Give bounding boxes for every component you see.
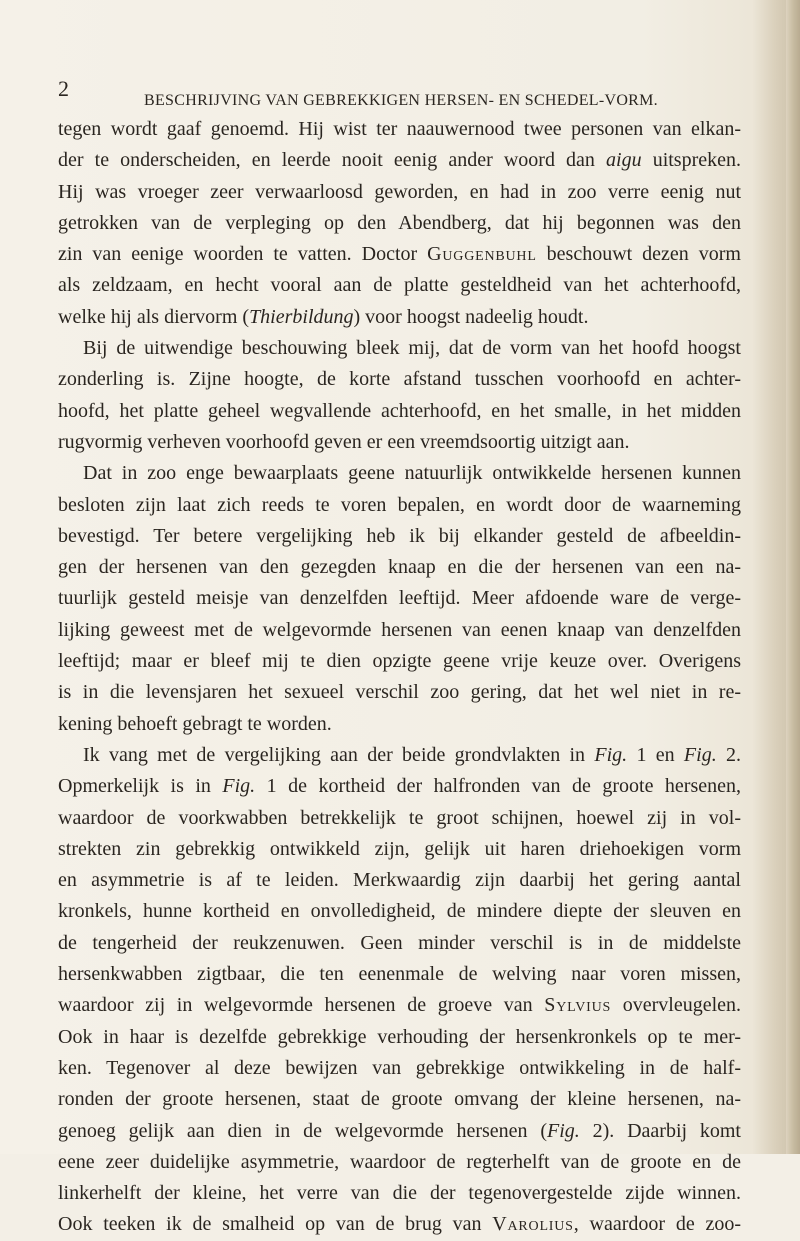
line-text: eene zeer duidelijke asymmetrie, waardoor de regterhelft van de groote en de xyxy=(58,1150,741,1173)
text-line xyxy=(58,896,741,927)
line-text: getrokken van de verpleging op den Abendberg, dat hij begonnen was den xyxy=(58,211,741,234)
line-text: ken. Tegenover al deze bewijzen van gebrekkige ontwikkeling in de half- xyxy=(58,1056,741,1079)
italic-term: Thierbildung xyxy=(249,305,354,328)
text-line xyxy=(58,615,741,646)
line-text: , waardoor de zoo- xyxy=(573,1213,742,1236)
text-line xyxy=(58,333,741,364)
text-line xyxy=(58,270,741,301)
line-text: de tengerheid der reukzenuwen. Geen minder verschil is in de middelste xyxy=(58,931,741,954)
line-text: 1 de kortheid der halfronden van de groote hersenen, xyxy=(255,775,741,798)
line-text: Bij de uitwendige beschouwing bleek mij, dat de vorm van het hoofd hoogst xyxy=(83,337,741,360)
text-line xyxy=(58,114,741,145)
text-line xyxy=(58,364,741,395)
italic-term: Fig. xyxy=(594,743,628,766)
line-text: leeftijd; maar er bleef mij te dien opzigte geene vrije keuze over. Overigens xyxy=(58,650,741,673)
line-text: Opmerkelijk is in xyxy=(58,775,223,798)
line-text: linkerhelft der kleine, het verre van die der tegenovergestelde zijde winnen. xyxy=(58,1182,741,1205)
line-text: ronden der groote hersenen, staat de groote omvang der kleine hersenen, na- xyxy=(58,1088,741,1111)
line-text: besloten zijn laat zich reeds te voren bepalen, en wordt door de waarneming xyxy=(58,493,741,516)
text-line xyxy=(58,834,741,865)
text-line xyxy=(58,1178,741,1209)
line-text: hersenkwabben zigtbaar, die ten eenenmale de welving naar voren missen, xyxy=(58,963,741,986)
italic-term: Fig. xyxy=(683,743,717,766)
running-head: BESCHRIJVING VAN GEBREKKIGEN HERSEN- EN SCHEDEL-VORM. xyxy=(144,92,658,109)
line-text: als zeldzaam, en hecht vooral aan de platte gesteldheid van het achterhoofd, xyxy=(58,274,741,297)
text-line xyxy=(58,583,741,614)
text-line xyxy=(58,1116,741,1147)
line-text: zin van eenige woorden te vatten. Doctor xyxy=(58,243,428,266)
text-line xyxy=(58,208,741,239)
page-number: 2 xyxy=(58,76,69,101)
text-line xyxy=(58,709,741,740)
line-text: is in die levensjaren het sexueel verschil zoo gering, dat het wel niet in re- xyxy=(58,681,741,704)
line-text: der te onderscheiden, en leerde nooit eenig ander woord dan xyxy=(58,149,607,172)
line-text: lijking geweest met de welgevormde hersenen van eenen knaap van denzelfden xyxy=(58,618,741,641)
text-line xyxy=(58,239,741,270)
text-line xyxy=(58,1147,741,1178)
page-edge xyxy=(786,0,800,1154)
text-line xyxy=(58,177,741,208)
line-text: bevestigd. Ter betere vergelijking heb ik bij elkander gesteld de afbeeldin- xyxy=(58,524,741,547)
text-line xyxy=(58,740,741,771)
line-text: Ook in haar is dezelfde gebrekkige verhouding der hersenkronkels op te mer- xyxy=(58,1025,741,1048)
line-text: Dat in zoo enge bewaarplaats geene natuurlijk ontwikkelde hersenen kunnen xyxy=(83,462,741,485)
line-text: gen der hersenen van den gezegden knaap en die der hersenen van een na- xyxy=(58,556,741,579)
line-text: Ook teeken ik de smalheid op van de brug van xyxy=(58,1213,493,1236)
text-line xyxy=(58,677,741,708)
line-text: welke hij als diervorm ( xyxy=(58,305,250,328)
italic-term: aigu xyxy=(606,149,642,172)
text-line xyxy=(58,803,741,834)
line-text: Ik vang met de vergelijking aan der beide grondvlakten in xyxy=(83,743,595,766)
line-text: overvleugelen. xyxy=(611,994,742,1017)
text-line xyxy=(58,490,741,521)
italic-term: Fig. xyxy=(547,1119,580,1142)
text-line xyxy=(58,1022,741,1053)
text-line xyxy=(58,646,741,677)
line-text: beschouwt dezen vorm xyxy=(536,243,741,266)
line-text: ) voor hoogst nadeelig houdt. xyxy=(353,305,589,328)
italic-term: Fig. xyxy=(222,775,256,798)
line-text: waardoor de voorkwabben betrekkelijk te groot schijnen, hoewel zij in vol- xyxy=(58,806,741,829)
line-text: strekten zin gebrekkig ontwikkeld zijn, gelijk uit haren driehoekigen vorm xyxy=(58,837,741,860)
line-text: uitspreken. xyxy=(641,149,742,172)
line-text: Hij was vroeger zeer verwaarloosd geworden, en had in zoo verre eenig nut xyxy=(58,180,741,203)
text-line xyxy=(58,458,741,489)
line-text: 2). Daarbij komt xyxy=(579,1119,741,1142)
line-text: rugvormig verheven voorhoofd geven er een vreemdsoortig uitzigt aan. xyxy=(58,430,630,453)
text-line xyxy=(58,145,741,176)
text-line xyxy=(58,1053,741,1084)
body-text xyxy=(58,114,741,1241)
text-line xyxy=(58,552,741,583)
line-text: kronkels, hunne kortheid en onvolledigheid, de mindere diepte der sleuven en xyxy=(58,900,741,923)
small-caps-name: Sylvius xyxy=(544,994,612,1017)
line-text: waardoor zij in welgevormde hersenen de groeve van xyxy=(58,994,545,1017)
line-text: en asymmetrie is af te leiden. Merkwaardig zijn daarbij het gering aantal xyxy=(58,869,741,892)
line-text: 2. xyxy=(716,743,742,766)
line-text: tegen wordt gaaf genoemd. Hij wist ter naauwernood twee personen van elkan- xyxy=(58,118,741,140)
line-text: 1 en xyxy=(627,743,684,766)
line-text: zonderling is. Zijne hoogte, de korte afstand tusschen voorhoofd en achter- xyxy=(58,368,741,391)
line-text: hoofd, het platte geheel wegvallende achterhoofd, en het smalle, in het midden xyxy=(58,399,741,422)
line-text: tuurlijk gesteld meisje van denzelfden leeftijd. Meer afdoende ware de verge- xyxy=(58,587,741,610)
text-line xyxy=(58,396,741,427)
text-line xyxy=(58,771,741,802)
text-line xyxy=(58,521,741,552)
small-caps-name: Varolius xyxy=(492,1213,574,1236)
text-line xyxy=(58,1209,741,1240)
line-text: kening behoeft gebragt te worden. xyxy=(58,712,332,735)
text-line xyxy=(58,959,741,990)
text-line xyxy=(58,990,741,1021)
small-caps-name: Guggenbuhl xyxy=(427,243,537,266)
text-line xyxy=(58,302,741,333)
line-text: genoeg gelijk aan dien in de welgevormde hersenen ( xyxy=(58,1119,548,1142)
text-line xyxy=(58,427,741,458)
text-line xyxy=(58,1084,741,1115)
page-header xyxy=(58,78,758,108)
text-line xyxy=(58,865,741,896)
text-line xyxy=(58,928,741,959)
